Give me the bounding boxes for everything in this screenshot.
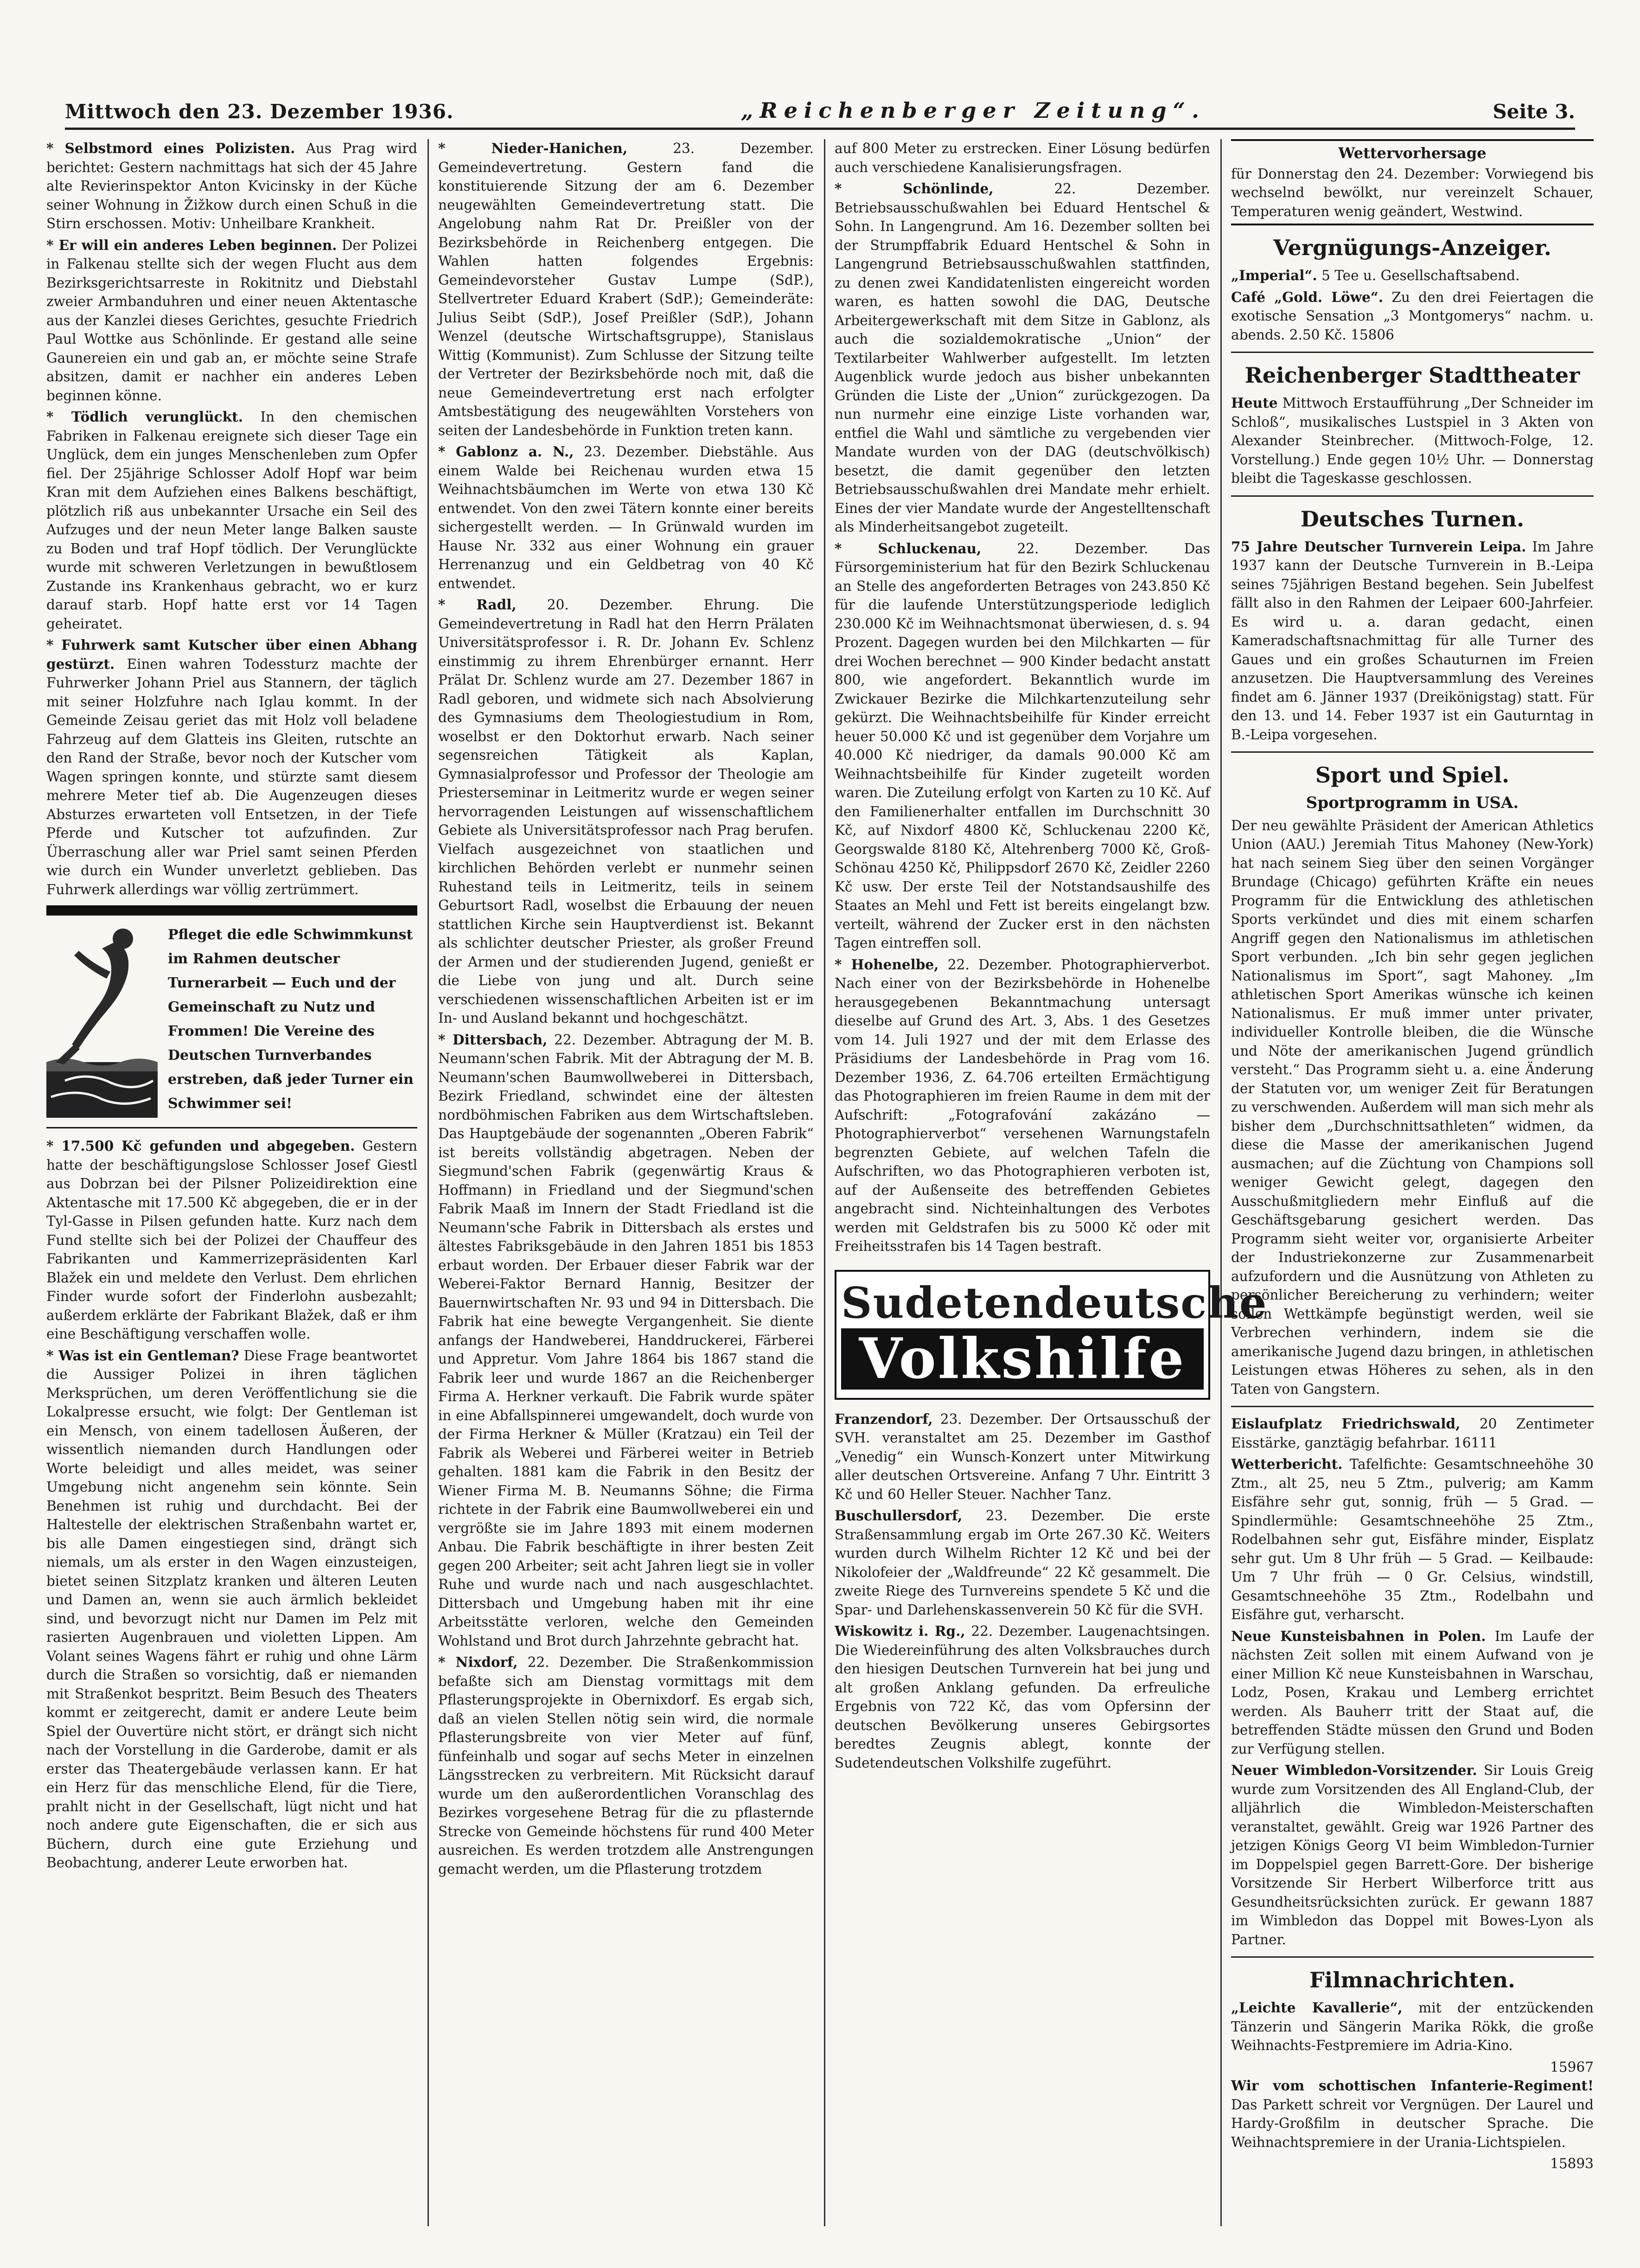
- ad-top-bar: [46, 905, 417, 916]
- article: [46, 636, 417, 899]
- listing: [1231, 394, 1594, 488]
- article: [835, 179, 1210, 537]
- page-number: Seite 3.: [1493, 100, 1575, 123]
- banner-line-2: Volkshilfe: [841, 1328, 1204, 1390]
- ad-text: Pfleget die edle Schwimmkunst im Rahmen deutscher Turnerarbeit — Euch und der Gemeinschaft zu Nutz und Frommen! Die Vereine des Deutschen Turnverbandes erstreben, daß jeder Turner ein Schwimmer sei!: [168, 927, 414, 1112]
- masthead: [65, 88, 1575, 130]
- notice-body: Sir Louis Greig wurde zum Vorsitzenden des All England-Club, der alljährlich die Wimbledon-Meisterschaften veranstaltet, gewählt. Greig war 1926 Partner des jetzigen Königs Georg VI beim Wimbledon-Turnier im Doppelspiel gegen Barrett-Gore. Der bisherige Vorsitzende Sir Herbert Wilberforce tritt aus Gesundheitsrücksichten zurück. Er gewann 1887 im Wimbledon das Doppel mit Bowes-Lyon als Partner.: [1231, 1762, 1594, 1948]
- weather-forecast-text: für Donnerstag den 24. Dezember: Vorwiegend bis wechselnd bewölkt, nur vereinzelt Schauer, Temperaturen wenig geändert, Westwind.: [1231, 166, 1594, 219]
- article-body: Im Jahre 1937 kann der Deutsche Turnverein in B.-Leipa seines 75jährigen Bestand begehen. Sein Jubelfest fällt also in den Rahmen der Leipaer 600-Jahrfeier. Es wird u. a. daran gedacht, einen Kameradschaftsnachmittag für alle Turner des Gaues und ein großes Schauturnen im Freien anzusetzen. Die Hauptversammlung des Vereines findet am 6. Jänner 1937 (Dreikönigstag) statt. Für den 13. und 14. Feber 1937 ist ein Gauturntag in B.-Leipa vorgesehen.: [1231, 538, 1594, 743]
- article: [1231, 538, 1594, 744]
- listing: [1231, 288, 1594, 345]
- article-heading: Franzendorf,: [835, 1410, 933, 1427]
- section-heading-theater: Reichenberger Stadttheater: [1244, 363, 1580, 388]
- article-body: Einen wahren Todessturz machte der Fuhrwerker Johann Priel aus Stannern, der täglich mit seiner Holzfuhre nach Iglau kommt. In der Gemeinde Zeisau geriet das mit Holz voll beladene Fahrzeug auf dem Glatteis ins Gleiten, rutschte an den Rand der Straße, bevor noch der Kutscher vom Wagen springen konnte, und stürzte samt diesem mehrere Meter tief ab. Die Augenzeugen dieses Absturzes erwarteten voll Entsetzen, in der Tiefe Pferde und Kutscher tot aufzufinden. Zur Überraschung aller war Priel samt seinen Pferden wie durch ein Wunder unverletzt geblieben. Das Fuhrwerk allerdings war völlig zertrümmert.: [46, 656, 417, 897]
- notice-body: Tafelfichte: Gesamtschneehöhe 30 Ztm., alt 25, neu 5 Ztm., pulverig; am Kamm Eisfähre sehr gut, sonnig, früh — 5 Grad. — Spindlermühle: Gesamtschneehöhe 25 Ztm., Rodelbahnen sehr gut, Eisfähre minder, Eisplatz sehr gut. Um 8 Uhr früh — 5 Grad. — Keilbaude: Um 7 Uhr früh — 0 Gr. Celsius, windstill, Gesamtschneehöhe 35 Ztm., Rodelbahn und Eisfähre gut, verharscht.: [1231, 1456, 1594, 1622]
- listing-heading: „Imperial“.: [1231, 267, 1317, 283]
- article-heading: * Dittersbach,: [438, 1031, 548, 1048]
- notice: [1231, 1415, 1594, 1452]
- article-heading: * Radl,: [438, 596, 517, 613]
- article-body: In den chemischen Fabriken in Falkenau ereignete sich dieser Tage ein Unglück, dem ein junges Menschenleben zum Opfer fiel. Der 25jährige Schlosser Adolf Hopf war beim Kran mit dem Aufziehen eines Balkens beschäftigt, plötzlich riß aus unbekannter Ursache ein Seil des Aufzuges und der neun Meter lange Balken sauste zu Boden und traf Hopf tödlich. Der Verunglückte wurde mit schweren Verletzungen in bewußtlosem Zustande ins Krankenhaus gebracht, wo er kurz darauf starb. Hopf hatte erst vor 14 Tagen geheiratet.: [46, 409, 417, 632]
- article-heading: * Was ist ein Gentleman?: [46, 1347, 239, 1364]
- volkshilfe-banner: [835, 1270, 1268, 1400]
- article-body: Der Polizei in Falkenau stellte sich der wegen Flucht aus dem Bezirksgerichtsarreste in Rokitnitz und Diebstahl zweier Armbanduhren und einer neuen Aktentasche aus der Kanzlei dieses Gerichtes, gesuchte Friedrich Paul Wottke aus Schönlinde. Er gestand alle seine Gaunereien ein und gab an, er möchte seine Strafe absitzen, damit er nachher ein anderes Leben beginnen könne.: [46, 237, 417, 404]
- section-heading-film: Filmnachrichten.: [1309, 1967, 1516, 1993]
- article-body: 23. Dezember. Diebstähle. Aus einem Walde bei Reichenau wurden etwa 15 Weihnachtsbäumchen im Werte von etwa 130 Kč entwendet. Von den zwei Tätern konnte einer bereits sichergestellt werden. — In Grünwald wurden im Hause Nr. 332 aus einer Wohnung ein grauer Herrenanzug und ein Geldbetrag von 40 Kč entwendet.: [438, 444, 814, 591]
- article-heading: * 17.500 Kč gefunden und abgegeben.: [46, 1138, 355, 1154]
- article-heading: * Fuhrwerk samt Kutscher über einen Abhang gestürzt.: [46, 637, 417, 672]
- listing-body: 5 Tee u. Gesellschaftsabend.: [1321, 268, 1520, 283]
- notice-body: 20 Zentimeter Eisstärke, ganztägig befahrbar.: [1231, 1416, 1594, 1451]
- article: [438, 1653, 814, 1878]
- article: [46, 139, 417, 233]
- article-body: 22. Dezember. Abtragung der M. B. Neumann'schen Fabrik. Mit der Abtragung der M. B. Neumann'schen Baumwollweberei in Dittersbach, Bezirk Friedland, schwindet eine der ältesten nordböhmischen Fabriken aus dem Wirtschaftsleben. Das Hauptgebäude der sogenannten „Oberen Fabrik“ ist bereits vollständig abgetragen. Neben der Siegmund'schen Fabrik (gegenwärtig Kraus & Hoffmann) in Friedland und der Siegmund'schen Fabrik Maaß im Innern der Stadt Friedland ist die Neumann'sche Fabrik in Dittersbach als erstes und ältestes Fabriksgebäude in den Jahren 1851 bis 1853 erbaut worden. Der Erbauer dieser Fabrik war der Weberei-Faktor Bernard Hannig, Besitzer der Bauernwirtschaften Nr. 93 und 94 in Dittersbach. Die Fabrik hat eine bewegte Vergangenheit. Sie diente anfangs der Handweberei, Handdruckerei, Färberei und Appretur. Vom Jahre 1864 bis 1867 stand die Fabrik leer und wurde 1867 an die Reichenberger Firma A. Herkner verkauft. Die Fabrik wurde später in eine Abfallspinnerei umgewandelt, doch wurde von der Firma Herkner & Müller (Kratzau) ein Teil der Fabrik als Weberei und Färberei weiter in Betrieb gehalten. 1881 kam die Fabrik in den Besitz der Wiener Firma M. B. Neumanns Söhne; die Firma richtete in der Fabrik eine Baumwollweberei ein und vergrößte sie im Jahre 1893 mit einem modernen Anbau. Die Fabrik beschäftigte in ihrer besten Zeit gegen 200 Arbeiter; seit acht Jahren liegt sie in voller Ruhe und wurde nach und nach ausgeschlachtet. Dittersbach und Umgebung haben mit ihr eine Arbeitsstätte verloren, welche den Gemeinden Wohlstand und Brot durch Jahrzehnte gebracht hat.: [438, 1031, 814, 1649]
- section-divider: [1231, 751, 1594, 753]
- article-body: 22. Dezember. Photographierverbot. Nach einer von der Bezirksbehörde in Hohenelbe herausgegebenen Bekanntmachung untersagt dieselbe auf Grund des Art. 3, Abs. 1 des Gesetzes vom 14. Juli 1927 und der mit dem Erlasse des Präsidiums der Landesbehörde in Prag vom 16. Dezember 1936, Z. 64.706 erteilten Ermächtigung das Photographieren im freien Raume in dem mit der Aufschrift: „Fotografování zakázáno — Photographierverbot“ versehenen Warnungstafeln begrenzten Gebiete, auf welchen Tafeln die Aufschriften, wo das Photographieren verboten ist, auf der Außenseite des betreffenden Gebietes angebracht sind. Nichteinhaltungen des Verbotes werden mit Geldstrafen bis zu 5000 Kč oder mit Freiheitsstrafen bis 14 Tagen bestraft.: [835, 956, 1210, 1254]
- swimming-advertisement: [46, 916, 417, 1128]
- listing: [1231, 266, 1594, 285]
- swimmer-illustration: [46, 923, 158, 1118]
- notice-heading: Wetterbericht.: [1231, 1456, 1343, 1472]
- article: [835, 955, 1210, 1256]
- article-heading: * Schönlinde,: [835, 180, 994, 197]
- notice: [1231, 1627, 1594, 1759]
- article: [46, 236, 417, 405]
- article-heading: * Selbstmord eines Polizisten.: [46, 140, 295, 156]
- notice-number: 16111: [1453, 1435, 1497, 1451]
- article: [835, 1506, 1210, 1619]
- listing-number: 15967: [1550, 2059, 1594, 2075]
- article-body: 20. Dezember. Ehrung. Die Gemeindevertretung in Radl hat den Herrn Prälaten Universitätsprofessor i. R. Dr. Johann Ev. Schlenz einstimmig zu ihrem Ehrenbürger ernannt. Herr Prälat Dr. Schlenz wurde am 27. Dezember 1867 in Radl geboren, und widmete sich nach Absolvierung des Gymnasiums dem Theologiestudium in Rom, woselbst er den Doktorhut erwarb. Nach seiner segensreichen Tätigkeit als Kaplan, Gymnasialprofessor und Professor der Theologie am Priesterseminar in Leitmeritz wurde er wegen seiner hervorragenden Leistungen auf wissenschaftlichem Gebiete als Universitätsprofessor nach Prag berufen. Vielfach ausgezeichnet von staatlichen und kirchlichen Behörden verlebt er nunmehr seinen Ruhestand teils in Leitmeritz, teils in seinem Geburtsort Radl, woselbst die Erbauung der neuen stattlichen Kirche sein Hauptverdienst ist. Bekannt als schlichter deutscher Priester, als großer Freund der Armen und der studierenden Jugend, genießt er die Liebe von jung und alt. Durch seine verschiedenen wissenschaftlichen Arbeiten ist er im In- und Ausland bekannt und hochgeschätzt.: [438, 597, 814, 1026]
- article-heading: * Schluckenau,: [835, 540, 982, 557]
- listing-heading: Wir vom schottischen Infanterie-Regiment!: [1231, 2077, 1594, 2094]
- article-heading: * Nieder-Hanichen,: [438, 140, 628, 156]
- article-body: 22. Dezember. Laugenachtsingen. Die Wiedereinführung des alten Volksbrauches durch den hiesigen Deutschen Turnverein hat bei jung und alt großen Anklang gefunden. Da erfreuliche Ergebnis von 722 Kč, das vom Opfersinn der deutschen Bevölkerung unseres Gebirgsortes beredtes Zeugnis ablegt, konnte der Sudetendeutschen Volkshilfe zugeführt.: [835, 1623, 1210, 1771]
- article-heading: * Tödlich verunglückt.: [46, 409, 243, 425]
- section-heading-entertainment: Vergnügungs-Anzeiger.: [1273, 235, 1551, 260]
- article: [835, 1410, 1210, 1504]
- listing-heading: „Leichte Kavallerie“,: [1231, 1999, 1403, 2016]
- listing-body: Zu den drei Feiertagen die exotische Sensation „3 Montgomerys“ nachm. u. abends. 2.50 Kč.: [1231, 289, 1594, 343]
- article: [438, 596, 814, 1028]
- newspaper-title: „Reichenberger Zeitung“.: [740, 98, 1206, 123]
- article-body: 23. Dezember. Gemeindevertretung. Gestern fand die konstituierende Sitzung der am 6. Dezember neugewählten Gemeindevertretung statt. Die Angelobung nahm Rat Dr. Preißler von der Bezirksbehörde in Reichenberg entgegen. Die Wahlen hatten folgendes Ergebnis: Gemeindevorsteher Gustav Lumpe (SdP.), Stellvertreter Eduard Krabert (SdP.); Gemeinderäte: Julius Seibt (SdP.), Josef Preißler (SdP.), Johann Wenzel (deutsche Wirtschaftsgruppe), Stanislaus Wittig (Kommunist). Zum Schlusse der Sitzung teilte der Vertreter der Bezirksbehörde noch mit, daß die neue Gemeindevertretung erst nach erfolgter Amtsbestätigung des neugewählten Vorstehers von seiten der Landesbehörde in Funktion treten kann.: [438, 141, 814, 438]
- column-1: [46, 139, 417, 2226]
- article-body: 23. Dezember. Der Ortsausschuß der SVH. veranstaltet am 25. Dezember im Gasthof „Venedig“ ein Wunsch-Konzert unter Mitwirkung aller deutschen Ortsvereine. Anfang 7 Uhr. Eintritt 3 Kč und 60 Heller Steuer. Nachher Tanz.: [835, 1411, 1210, 1502]
- article-body: 22. Dezember. Betriebsausschußwahlen bei Eduard Hentschel & Sohn. In Langengrund. Am 16. Dezember sollten bei der Strumpffabrik Eduard Hentschel & Sohn in Langengrund Betriebsausschußwahlen stattfinden, zu denen zwei Kandidatenlisten eingereicht worden waren, es hatten sowohl die DAG, Deutsche Arbeitergewerkschaft mit dem Sitze in Gablonz, als auch die sozialdemokratische „Union“ der Textilarbeiter Wahlwerber aufgestellt. Im letzten Augenblick wurde jedoch aus bisher unbekannten Gründen die Liste der „Union“ zurückgezogen. Da nun nurmehr eine einzige Liste vorhanden war, entfiel die Wahl und sämtliche zu vergebenden vier Mandate wurden von der DAG (deutschvölkisch) besetzt, die damit gegenüber den letzten Betriebsausschußwahlen drei Mandate mehr erhielt. Eines der vier Mandate wurde der Angestelltenschaft als Minderheitsangebot zugeteilt.: [835, 181, 1210, 535]
- notice: [1231, 1761, 1594, 1949]
- article: [46, 1137, 417, 1344]
- article-heading: * Nixdorf,: [438, 1654, 518, 1670]
- listing-heading: Heute: [1231, 395, 1278, 411]
- section-divider: [1231, 1956, 1594, 1958]
- listing-number: 15893: [1550, 2156, 1594, 2172]
- listing: [1231, 1999, 1594, 2055]
- article: [835, 539, 1210, 953]
- article-body: Aus Prag wird berichtet: Gestern nachmittags hat sich der 45 Jahre alte Revierinspektor Anton Kvicinsky in der Küche seiner Wohnung in Žižkow durch einen Schuß in die Stirn erschossen. Motiv: Unheilbare Krankheit.: [46, 141, 417, 231]
- listing: [1231, 2076, 1594, 2152]
- article: [46, 1346, 417, 1872]
- subsection-heading: Sportprogramm in USA.: [1306, 794, 1519, 812]
- notice: [1231, 1455, 1594, 1624]
- section-divider: [1231, 1406, 1594, 1407]
- weather-forecast-title: Wettervorhersage: [1338, 144, 1487, 162]
- article-body: Der neu gewählte Präsident der American Athletics Union (AAU.) Jeremiah Titus Mahoney (New-York) hat nach seinem Sieg über den seinen Vorgänger Brundage (Chicago) geführten Kräfte ein neues Programm für die Entwicklung des athletischen Sports verkündet und dies mit einem scharfen Angriff gegen den Nationalismus im athletischen Sport verbunden. „Ich bin sehr gegen jeglichen Nationalismus im Sport“, sagt Mahoney. „Im athletischen Sport Amerikas wünsche ich keinen Nationalismus. Er muß immer unter privater, individueller Kontrolle bleiben, die die Wünsche und Nöte der amerikanischen Jugend gründlich versteht.“ Das Programm sieht u. a. eine Änderung der Statuten vor, um weniger Zeit für Beratungen zu verschwenden. Außerdem will man sich mehr als bisher dem „Durchschnittsathleten“ widmen, da diese die Masse der amerikanischen Jugend ausmachen; auf die Züchtung von Champions soll weniger Gewicht gelegt, dagegen den Ausschußmitgliedern mehr Einfluß auf die Geschäftsgebarung gesichert werden. Das Programm sieht weiter vor, organisierte Arbeiter der Industriekonzerne zur Zusammenarbeit aufzufordern und die Ausnützung von Athleten zu persönlicher Bereicherung zu verhindern; weiter sollen Wettkämpfe begünstigt werden, weil sie Verbrechen verhindern, indem sie die amerikanische Jugend dazu bringen, in athletischen Leistungen etwas Höheres zu sehen, als in den Taten von Gangstern.: [1231, 817, 1594, 1397]
- article-heading: 75 Jahre Deutscher Turnverein Leipa.: [1231, 538, 1526, 555]
- article-body: 22. Dezember. Die Straßenkommission befaßte sich am Dienstag vormittags mit dem Pflasterungsprojekte in Obernixdorf. Es ergab sich, daß an vielen Stellen nötig sein wird, die normale Pflasterungsbreite von vier Meter auf fünf, fünfeinhalb und sogar auf sechs Meter in einzelnen Längsstrecken zu verbreitern. Mit Rücksicht darauf wurde um den außerordentlichen Voranschlag des Bezirkes vorgesehene Betrag für die zu pflasternde Strecke von Gemeinde höchstens für rund 400 Meter ausreichen. Es werden trotzdem alle Anstrengungen gemacht werden, um die Pflasterung trotzdem: [438, 1654, 814, 1877]
- section-heading-gymnastics: Deutsches Turnen.: [1300, 506, 1525, 532]
- article: [438, 442, 814, 593]
- banner-line-1: Sudetendeutsche: [841, 1277, 1268, 1328]
- article-heading: Buschullersdorf,: [835, 1507, 963, 1524]
- weather-forecast-box: [1231, 139, 1594, 225]
- listing-number: 15806: [1351, 327, 1394, 343]
- notice-body: Im Laufe der nächsten Zeit sollen mit einem Aufwand von je einer Million Kč neue Kunsteisbahnen in Warschau, Lodz, Posen, Krakau und Lemberg errichtet werden. Als Bauherr tritt der Staat auf, die betreffenden Städte müssen den Grund und Boden zur Verfügung stellen.: [1231, 1628, 1594, 1757]
- article: [438, 139, 814, 440]
- issue-date: Mittwoch den 23. Dezember 1936.: [65, 100, 454, 123]
- article-body: Gestern hatte der beschäftigungslose Schlosser Josef Giestl aus Dobrzan bei der Pilsner Polizeidirektion eine Aktentasche mit 17.500 Kč abgegeben, die er in der Tyl-Gasse in Pilsen gefunden hatte. Kurz nach dem Fund stellte sich bei der Polizei der Chauffeur des Fabrikanten und Kammerrizepräsidenten Karl Blažek ein und meldete den Verlust. Dem ehrlichen Finder wurde sofort der Finderlohn ausbezahlt; außerdem erklärte der Fabrikant Blažek, daß er ihm eine Beschäftigung verschaffen wolle.: [46, 1138, 417, 1342]
- article-body: Diese Frage beantwortet die Aussiger Polizei in ihren täglichen Merksprüchen, um deren Veröffentlichung sie die Lokalpresse ersucht, wie folgt: Der Gentleman ist ein Mensch, von einem tadellosen Äußeren, der wissentlich niemanden durch Handlungen oder Worte beleidigt und alles meidet, was seiner Umgebung nicht angenehm sein könnte. Sein Benehmen ist ruhig und durchdacht. Bei der Haltestelle der elektrischen Straßenbahn wartet er, bis alle Damen eingestiegen sind, drängt sich niemals, um als erster in den Wagen einzusteigen, bietet seinen Sitzplatz kranken und älteren Leuten und Damen an, wenn sie auch ärmlich bekleidet sind, und bevorzugt nicht nur Damen im Pelz mit rasierten Augenbrauen und violetten Lippen. Am Volant seines Wagens fährt er ruhig und ohne Lärm durch die Straßen so vorsichtig, daß er niemanden mit Straßenkot bespritzt. Beim Besuch des Theaters kommt er zeitgerecht, damit er andere Leute beim Spiel der Ouvertüre nicht stört, er drängt sich nicht nach der Vorstellung in die Garderobe, damit er als erster das Theatergebäude verlassen kann. Er hat ein Herz für das menschliche Elend, für die Tiere, prahlt nicht in der Gesellschaft, lügt nicht und hat noch andere gute Eigenschaften, die er sich aus Büchern, durch eine gute Erziehung und Beobachtung, anderer Leute erworben hat.: [46, 1347, 417, 1871]
- listing-body: Das Parkett schreit vor Vergnügen. Der Laurel und Hardy-Großfilm in deutscher Sprache. Die Weihnachtspremiere in der Urania-Lichtspielen.: [1231, 2096, 1594, 2150]
- notice-heading: Neuer Wimbledon-Vorsitzender.: [1231, 1762, 1477, 1778]
- article-heading: * Gablonz a. N.,: [438, 443, 574, 460]
- columns: [46, 139, 1594, 2226]
- article: [835, 1622, 1210, 1772]
- notice-heading: Eislaufplatz Friedrichswald,: [1231, 1416, 1461, 1432]
- article-heading: * Hohenelbe,: [835, 956, 939, 973]
- article: [438, 1031, 814, 1651]
- article: [46, 408, 417, 633]
- section-divider: [1231, 495, 1594, 497]
- notice-heading: Neue Kunsteisbahnen in Polen.: [1231, 1627, 1486, 1644]
- listing-body: mit der entzückenden Tänzerin und Sängerin Marika Rökk, die große Weihnachts-Festpremiere im Adria-Kino.: [1231, 2000, 1594, 2053]
- column-4: [1231, 139, 1594, 2226]
- listing-heading: Café „Gold. Löwe“.: [1231, 288, 1384, 305]
- article-body: auf 800 Meter zu erstrecken. Einer Lösung bedürfen auch verschiedene Kanalisierungsfragen.: [835, 141, 1210, 175]
- section-heading-sport: Sport und Spiel.: [1315, 762, 1510, 788]
- diving-swimmer-icon: [46, 923, 158, 1118]
- article-body: 22. Dezember. Das Fürsorgeministerium hat für den Bezirk Schluckenau an Stelle des angeforderten Betrages von 243.850 Kč für die laufende Unterstützungsperiode lediglich 230.000 Kč im Weihnachtsmonat überwiesen, d. s. 94 Prozent. Dagegen wurden bei den Milchkarten — für drei Wochen berechnet — 900 Kinder bedacht anstatt 800, wie angefordert. Bekanntlich wurde im Zwickauer Bezirke die Milchkartenzuteilung sehr gekürzt. Die Weihnachtsbeihilfe für Kinder erreicht heuer 50.000 Kč und ist gegenüber dem Vorjahre um 40.000 Kč niedriger, da damals 90.000 Kč am Weihnachtsbeihilfe für Kinder zugeteilt worden waren. Die Zuteilung erfolgt von Karten zu 10 Kč. Auf den Familienerhalter entfallen im Durchschnitt 30 Kč, auf Nixdorf 4800 Kč, Schluckenau 2200 Kč, Georgswalde 8180 Kč, Altehrenberg 7000 Kč, Groß-Schönau 4250 Kč, Philippsdorf 2670 Kč, Zeidler 2260 Kč usw. Der erste Teil der Notstandsaushilfe des Staates an Mehl und Fett ist bereits eingelangt bzw. verteilt, während der Zucker erst in den nächsten Tagen eintreffen soll.: [835, 540, 1210, 951]
- listing-body: Mittwoch Erstaufführung „Der Schneider im Schloß“, musikalisches Lustspiel in 3 Akten von Alexander Steinbrecher. (Mittwoch-Folge, 12. Vorstellung.) Ende gegen 10½ Uhr. — Donnerstag bleibt die Tageskasse geschlossen.: [1231, 395, 1594, 486]
- column-2: [438, 139, 814, 2226]
- article-continuation: [835, 139, 1210, 177]
- article-body: 23. Dezember. Die erste Straßensammlung ergab im Orte 267.30 Kč. Weiters wurden durch Wilhelm Richter 12 Kč und bei der Nikolofeier der „Waldfreunde“ 22 Kč gesammelt. Die zweite Riege des Turnvereins spendete 5 Kč und die Spar- und Darlehenskassenverein 50 Kč für die SVH.: [835, 1508, 1210, 1618]
- section-divider: [1231, 352, 1594, 353]
- article-heading: * Er will ein anderes Leben beginnen.: [46, 237, 337, 253]
- article-heading: Wiskowitz i. Rg.,: [835, 1623, 965, 1639]
